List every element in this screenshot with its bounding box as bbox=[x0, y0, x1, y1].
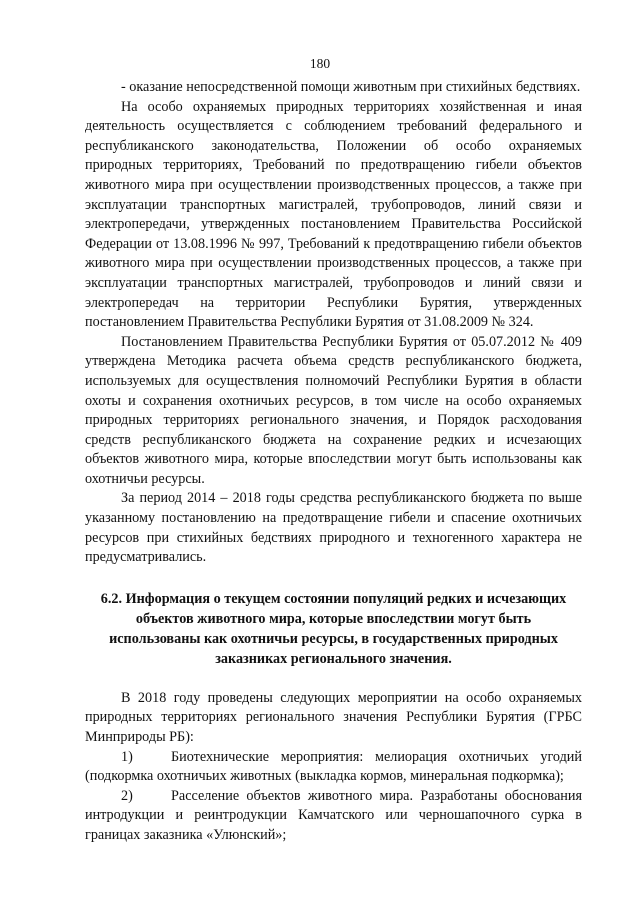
list-item-number: 2) bbox=[121, 787, 133, 804]
paragraph-protected-areas: На особо охраняемых природных территориях хозяйственная и иная деятельность осуществляется с соблюдением требований федерального и республиканского законодательства, Положении об особо охраняемых природных территориях, Требований по предотвращению гибели объектов животного мира при осуществлении производственных процессов, а также при эксплуатации транспортных магистралей, трубопроводов, линий связи и электропередачи, утвержденных постановлением Правительства Российской Федерации от 13.08.1996 № 997, Требований к предотвращению гибели объектов животного мира при осуществлении производственных процессов, а также при эксплуатации транспортных магистралей, трубопроводов и линий связи и электропередач на территории Республики Бурятия, утвержденных постановлением Правительства Республики Бурятия от 31.08.2009 № 324. bbox=[85, 98, 582, 331]
section-heading: 6.2. Информация о текущем состоянии популяций редких и исчезающих объектов животного мира, которые впоследствии могут быть использованы как охотничьи ресурсы, в государственных природных заказниках регионального значения. bbox=[100, 590, 567, 667]
list-item-number: 1) bbox=[121, 748, 133, 765]
paragraph-intro-2018: В 2018 году проведены следующих мероприятии на особо охраняемых природных территориях регионального значения Республики Бурятия (ГРБС Минприроды РБ): bbox=[85, 689, 582, 746]
paragraph-disaster-help: - оказание непосредственной помощи животным при стихийных бедствиях. bbox=[121, 79, 581, 95]
paragraph-methodology: Постановлением Правительства Республики Бурятия от 05.07.2012 № 409 утверждена Методика расчета объема средств республиканского бюджета, используемых для осуществления полномочий Республики Бурятия в области охоты и сохранения охотничьих ресурсов, в том числе на особо охраняемых природных территориях регионального значения, и Порядок расходования средств республиканского бюджета на сохранение редких и исчезающих объектов животного мира, которые впоследствии могут быть использованы как охотничьи ресурсы. bbox=[85, 333, 582, 487]
list-item-text: Биотехнические мероприятия: мелиорация охотничьих угодий (подкормка охотничьих животных (выкладка кормов, минеральная подкормка); bbox=[85, 748, 582, 785]
document-body bbox=[85, 78, 582, 846]
spacer bbox=[85, 669, 582, 689]
paragraph-budget-period: За период 2014 – 2018 годы средства республиканского бюджета по выше указанному постановлению на предотвращение гибели и спасение охотничьих ресурсов при стихийных бедствиях природного и техногенного характера не предусматривались. bbox=[85, 490, 582, 566]
list-item bbox=[85, 748, 582, 787]
page-number: 180 bbox=[309, 56, 331, 71]
list-item-text: Расселение объектов животного мира. Разработаны обоснования интродукции и реинтродукции Камчатского или черношапочного сурка в границах заказника «Улюнский»; bbox=[85, 787, 582, 843]
list-item bbox=[85, 787, 582, 846]
